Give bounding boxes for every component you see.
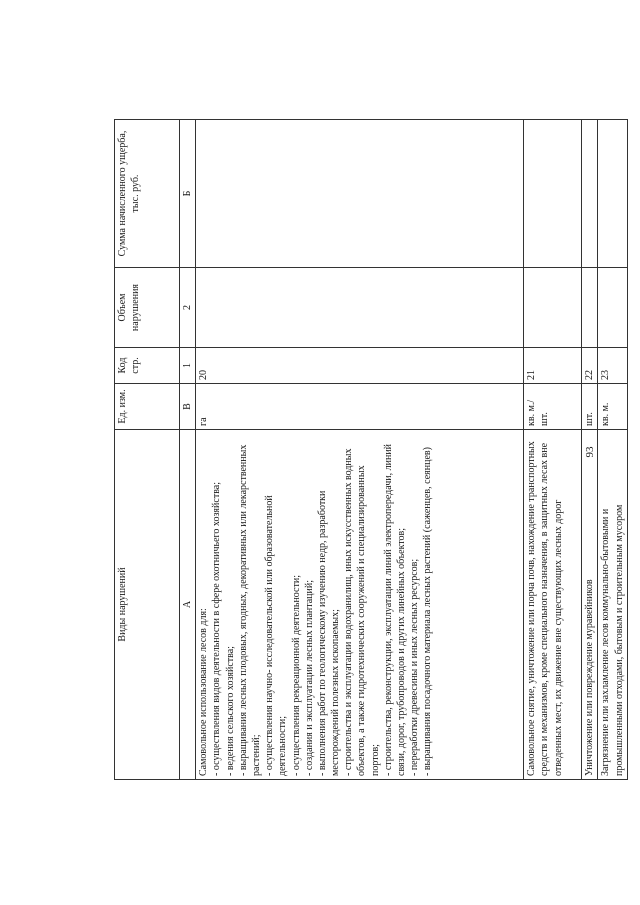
violation-description xyxy=(582,430,598,780)
header-types: Виды нарушений xyxy=(115,430,180,780)
violation-line: - строительства, реконструкции, эксплуатации линий электропередачи, линий связи, дорог, трубопроводов и других линейных объектов; xyxy=(382,443,407,776)
table-row xyxy=(196,120,524,780)
table-row xyxy=(524,120,582,780)
header-row xyxy=(115,120,180,780)
index-a: А xyxy=(180,430,196,780)
violation-line: - выращивания лесных плодовых, ягодных, декоративных или лекарственных растений; xyxy=(237,444,262,776)
violations-table xyxy=(114,119,628,780)
page-number: 93 xyxy=(584,446,596,458)
volume-cell xyxy=(598,268,627,348)
header-code: Код стр. xyxy=(115,348,180,384)
violation-line: - осуществления видов деятельности в сфере охотничьего хозяйства; xyxy=(211,482,223,776)
code-cell: 22 xyxy=(582,348,598,384)
violation-line: Самовольное снятие, уничтожение или порча почв, нахождение транспортных средств и механизмов, кроме специального назначения, в защитных лесах вне отведенных мест, их движение вне существующих лесных дорог xyxy=(526,441,564,776)
index-2: 2 xyxy=(180,268,196,348)
table-row xyxy=(598,120,627,780)
violation-line: Загрязнение или захламление лесов коммунально-бытовыми и промышленными отходами, бытовым и строительным мусором xyxy=(600,504,625,776)
violation-line: Самовольное использование лесов для: xyxy=(198,608,210,776)
violation-line: - осуществления рекреационной деятельности; xyxy=(290,575,302,776)
unit-cell: га xyxy=(196,384,524,430)
code-cell: 23 xyxy=(598,348,627,384)
sum-cell xyxy=(196,120,524,268)
volume-cell xyxy=(196,268,524,348)
code-cell: 21 xyxy=(524,348,582,384)
violation-line: - строительства и эксплуатации водохранилищ, иных искусственных водных объектов, а также гидротехнических сооружений и специализированных портов; xyxy=(343,448,381,776)
violation-line: - ведения сельского хозяйства; xyxy=(224,646,236,776)
violation-line: - осуществления научно- исследовательской или образовательной деятельности; xyxy=(264,495,289,776)
index-b2: Б xyxy=(180,120,196,268)
volume-cell xyxy=(582,268,598,348)
index-row xyxy=(180,120,196,780)
violation-description xyxy=(598,430,627,780)
header-unit: Ед. изм. xyxy=(115,384,180,430)
violation-line: Уничтожение или повреждение муравейников xyxy=(584,579,596,776)
header-volume: Объем нарушения xyxy=(115,268,180,348)
violation-line: - выполнения работ по геологическому изучению недр, разработки месторождений полезных ископаемых; xyxy=(316,490,342,776)
unit-cell: шт. xyxy=(582,384,598,430)
sum-cell xyxy=(524,120,582,268)
unit-cell: кв. м. xyxy=(598,384,627,430)
sum-cell xyxy=(582,120,598,268)
violation-line: - создания и эксплуатации лесных плантаций; xyxy=(303,579,315,776)
violation-line: - выращивания посадочного материала лесных растений (саженцев, сеянцев) xyxy=(422,447,434,776)
volume-cell xyxy=(524,268,582,348)
header-sum: Сумма начисленного ущерба, тыс. руб. xyxy=(115,120,180,268)
violation-description xyxy=(524,430,582,780)
index-b: В xyxy=(180,384,196,430)
code-cell: 20 xyxy=(196,348,524,384)
unit-cell: кв. м./ шт. xyxy=(524,384,582,430)
violation-line: - переработки древесины и иных лесных ресурсов; xyxy=(409,558,421,776)
violation-description xyxy=(196,430,524,780)
sum-cell xyxy=(598,120,627,268)
index-1: 1 xyxy=(180,348,196,384)
